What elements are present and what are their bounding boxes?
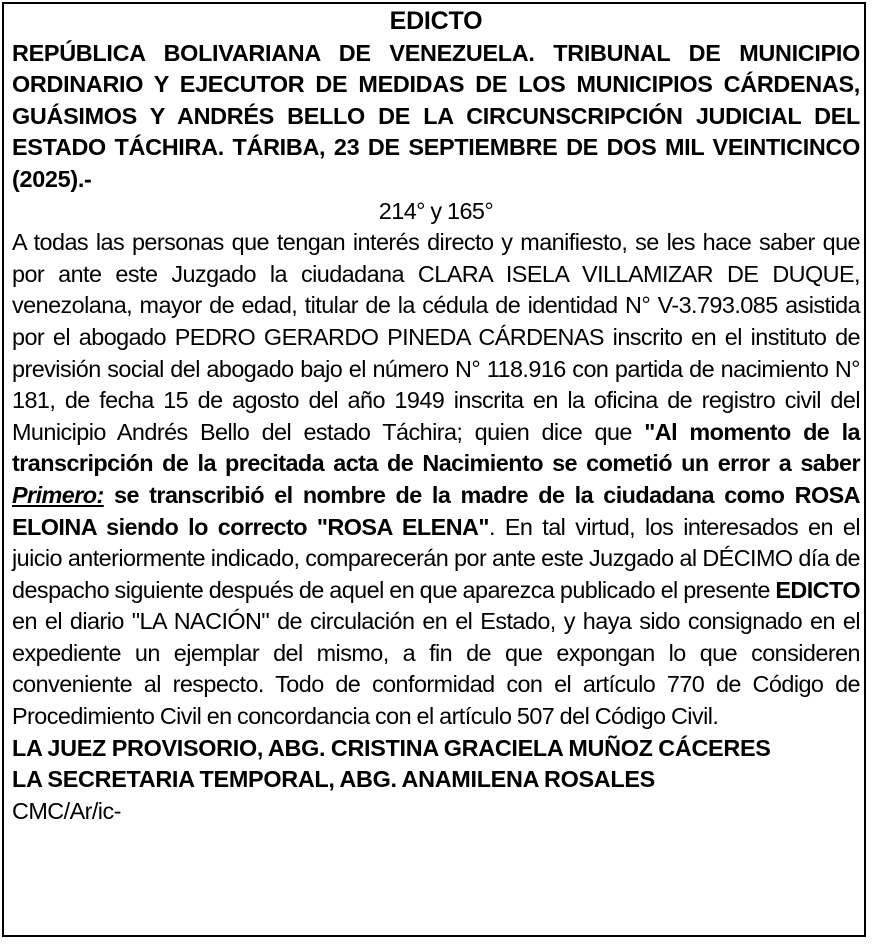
body-closing: en el diario "LA NACIÓN" de circulación en el Estado, y haya sido consignado en el expediente un ejemplar del mismo, a fin de que expongan lo que consideren conveniente al respecto. Todo de conformidad con el artículo 770 de Código de Procedimiento Civil en concordancia con el artículo 507 del Código Civil. <box>12 608 860 730</box>
body-intro: A todas las personas que tengan interés directo y manifiesto, se les hace saber que por ante este Juzgado la ciudadana CLARA ISELA VILLAMIZAR DE DUQUE, venezolana, mayor de edad, titular de la cédula de identidad N° V-3.793.085 asistida por el abogado PEDRO GERARDO PINEDA CÁRDENAS inscrito en el instituto de previsión social del abogado bajo el número N° 118.916 con partida de nacimiento N° 181, de fecha 15 de agosto del año 1949 inscrita en la oficina de registro civil del Municipio Andrés Bello del estado Táchira; quien dice que <box>12 229 860 445</box>
body-quote-start: "Al momento de la transcripción de la precitada acta de Nacimiento se cometió un error a saber <box>12 418 860 477</box>
body-summons: . En tal virtud, los interesados en el juicio anteriormente indicado, comparecerán por ante este Juzgado al DÉCIMO día de despacho siguiente después de aquel en que aparezca publicado el presente <box>12 513 860 603</box>
judge-signature: LA JUEZ PROVISORIO, ABG. CRISTINA GRACIELA MUÑOZ CÁCERES <box>12 734 771 761</box>
independence-years: 214° y 165° <box>378 197 494 224</box>
body-quote-end: se transcribió el nombre de la madre de la ciudadana como ROSA ELOINA siendo lo correcto "ROSA ELENA" <box>12 481 860 540</box>
document-initials: CMC/Ar/ic- <box>12 797 121 824</box>
edict-body <box>12 227 860 733</box>
secretary-signature: LA SECRETARIA TEMPORAL, ABG. ANAMILENA ROSALES <box>12 766 655 793</box>
edict-title: EDICTO <box>389 7 483 35</box>
edict-document <box>12 6 860 827</box>
court-header: REPÚBLICA BOLIVARIANA DE VENEZUELA. TRIBUNAL DE MUNICIPIO ORDINARIO Y EJECUTOR DE MEDIDAS DE LOS MUNICIPIOS CÁRDENAS, GUÁSIMOS Y ANDRÉS BELLO DE LA CIRCUNSCRIPCIÓN JUDICIAL DEL ESTADO TÁCHIRA. TÁRIBA, 23 DE SEPTIEMBRE DE DOS MIL VEINTICINCO (2025).- <box>12 39 860 192</box>
body-edicto-word: EDICTO <box>775 576 860 603</box>
body-quote-label: Primero: <box>12 481 104 508</box>
